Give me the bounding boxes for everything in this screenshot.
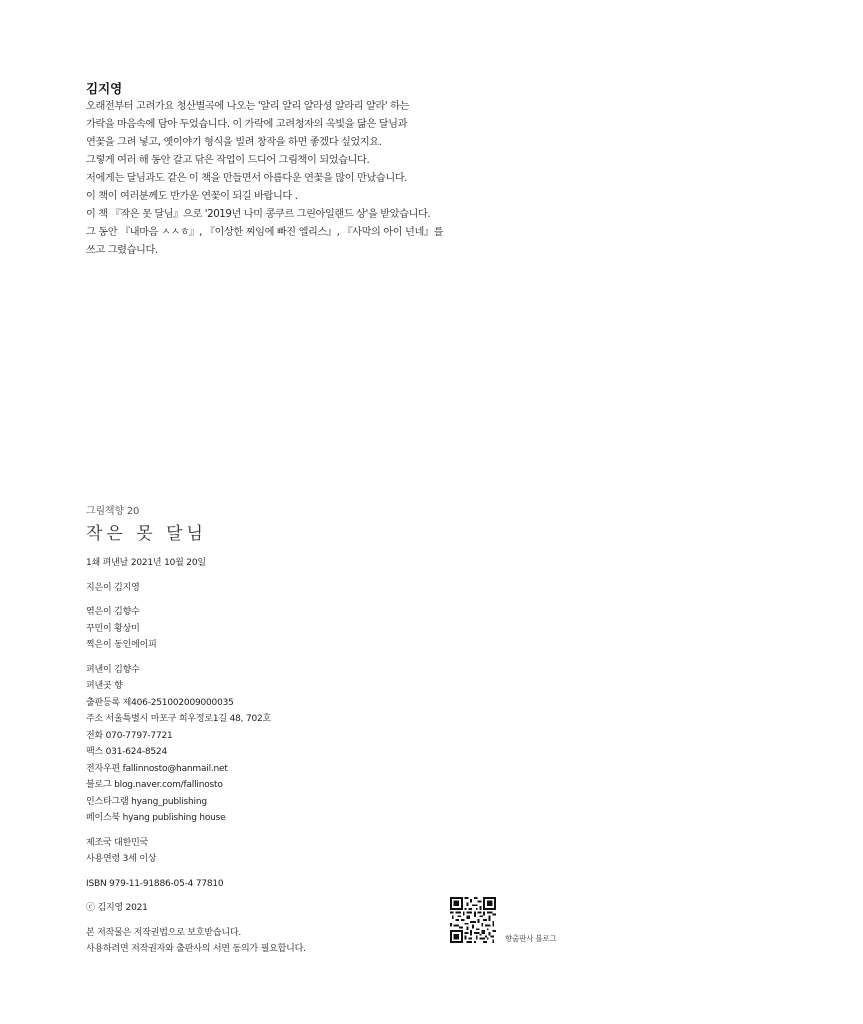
copyright: ⓒ 김지영 2021: [86, 903, 148, 913]
editor-credit: 엮은이 김향수: [86, 607, 140, 617]
fax: 팩스 031-624-8524: [86, 747, 168, 757]
email: 전자우편 fallinnosto@hanmail.net: [86, 763, 228, 774]
author-bio: [86, 80, 466, 260]
address: 주소 서울특별시 마포구 희우정로1길 48, 702호: [86, 714, 272, 724]
facebook: 페이스북 hyang publishing house: [86, 813, 226, 823]
bio-line: 오래전부터 고려가요 청산별곡에 나오는 '얄리 얄리 얄라셩 얄라리 얄라' 하는: [86, 101, 410, 112]
first-edition-date: 1쇄 펴낸날 2021년 10월 20일: [86, 558, 206, 568]
publishing-house: 펴낸곳 향: [86, 681, 123, 691]
qr-code-icon[interactable]: [450, 897, 496, 943]
bio-line: 저에게는 달님과도 같은 이 책을 만들면서 아름다운 연꽃을 많이 만났습니다.: [86, 173, 408, 184]
qr-block: [450, 897, 570, 943]
bio-line: 이 책 『작은 못 달님』으로 '2019년 나미 콩쿠르 그린아일랜드 상'을 받았습니다.: [86, 209, 431, 220]
recommended-age: 사용연령 3세 이상: [86, 854, 157, 864]
book-title: 작은 못 달님: [86, 524, 207, 544]
bio-line: 연꽃을 그려 넣고, 옛이야기 형식을 빌려 창작을 하면 좋겠다 싶었지요.: [86, 137, 382, 148]
blog: 블로그 blog.naver.com/fallinosto: [86, 780, 223, 790]
phone: 전화 070-7797-7721: [86, 730, 173, 741]
colophon: [86, 505, 486, 958]
registration-number: 출판등록 제406-251002009000035: [86, 697, 234, 708]
series-label: 그림책향 20: [86, 506, 140, 517]
country-of-manufacture: 제조국 대한민국: [86, 837, 149, 848]
bio-line: 그 동안 『내마음 ㅅㅅㅎ』, 『이상한 찌임에 빠진 엘리스』, 『사막의 아이 넌네』를: [86, 227, 444, 238]
isbn: ISBN 979-11-91886-05-4 77810: [86, 878, 224, 889]
printer-credit: 찍은이 동인에이피: [86, 640, 157, 650]
copyright-notice: 사용하려면 저작권자와 출판사의 서면 동의가 필요합니다.: [86, 944, 306, 954]
publisher-credit: 펴낸이 김향수: [86, 664, 140, 675]
author-name: 김지영: [86, 81, 123, 96]
bio-line: 그렇게 여러 해 동안 갈고 닦은 작업이 드디어 그림책이 되었습니다.: [86, 155, 370, 166]
designer-credit: 꾸민이 황상미: [86, 623, 140, 634]
instagram: 인스타그램 hyang_publishing: [86, 796, 207, 807]
bio-line: 이 책이 여러분께도 반가운 연꽃이 되길 바랍니다 .: [86, 191, 298, 202]
bio-line: 쓰고 그렸습니다.: [86, 245, 158, 256]
copyright-notice: 본 저작물은 저작권법으로 보호받습니다.: [86, 927, 242, 938]
qr-caption: 향출판사 블로그: [505, 934, 557, 943]
author-credit: 지은이 김지영: [86, 582, 140, 593]
bio-line: 가락을 마음속에 담아 두었습니다. 이 가락에 고려청자의 옥빛을 닮은 달님과: [86, 119, 408, 130]
